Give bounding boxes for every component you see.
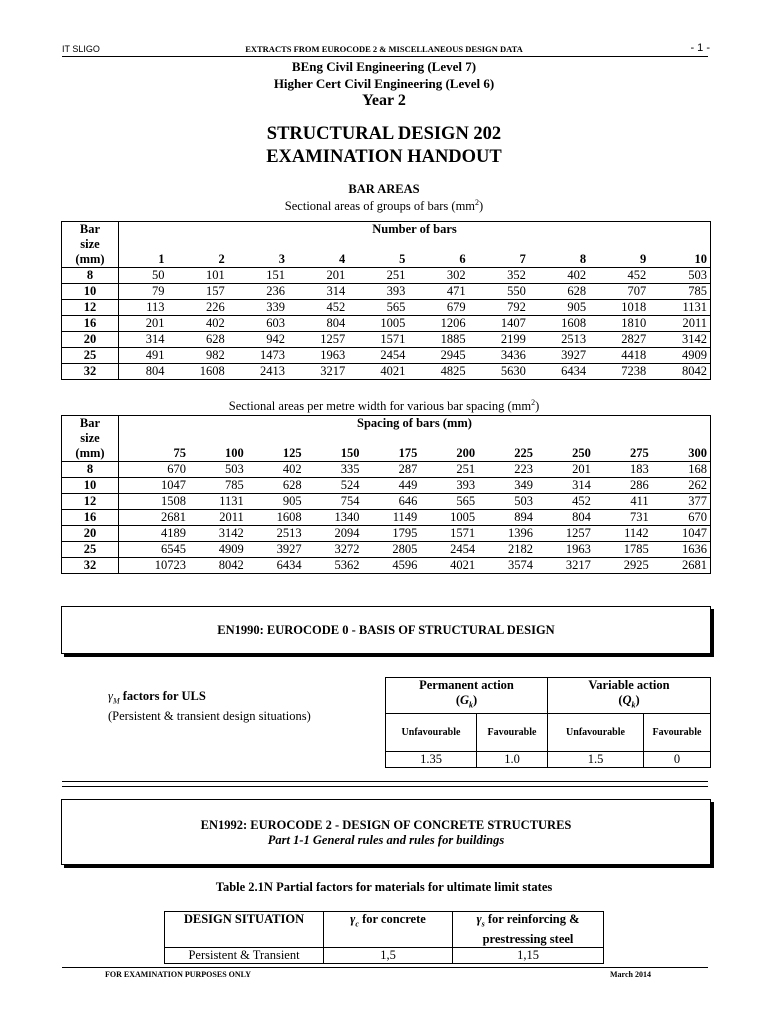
spacing-of-bars-label: Spacing of bars (mm) <box>119 416 711 447</box>
design-situation-header: DESIGN SITUATION <box>165 912 324 948</box>
bar-areas-cell: 3217 <box>288 364 348 380</box>
bar-areas-heading: BAR AREAS <box>348 182 420 196</box>
spacing-cell: 3574 <box>478 558 536 574</box>
bar-areas-cell: 2454 <box>348 348 408 364</box>
permanent-sym: G <box>459 693 470 707</box>
partial-factors-head <box>165 912 604 948</box>
gamma-label: factors for ULS <box>119 689 206 703</box>
perm-favourable: Favourable <box>477 713 548 751</box>
bar-areas-cell: 3436 <box>469 348 529 364</box>
bar-areas-cell: 628 <box>529 284 589 300</box>
spacing-cell: 1608 <box>247 510 305 526</box>
bar-areas-cell: 1407 <box>469 316 529 332</box>
bar-areas-size-label-3: (mm) <box>75 252 105 266</box>
gamma-symbol: γ <box>108 689 113 703</box>
bar-areas-col-header: 6 <box>459 252 466 266</box>
bar-areas-cell: 1810 <box>589 316 649 332</box>
bar-areas-row <box>62 268 711 284</box>
bar-areas-cell: 1473 <box>228 348 288 364</box>
spacing-cell: 2805 <box>362 542 420 558</box>
bar-areas-cell: 785 <box>649 284 710 300</box>
spacing-col-header: 125 <box>282 446 302 460</box>
spacing-row <box>62 462 711 478</box>
bar-areas-row-size: 8 <box>62 268 119 284</box>
bar-areas-cell: 491 <box>119 348 168 364</box>
bar-areas-cell: 101 <box>168 268 228 284</box>
course-line-2: Higher Cert Civil Engineering (Level 6) <box>273 76 495 91</box>
gamma-c-sub: c <box>355 919 359 929</box>
spacing-table <box>61 415 711 574</box>
bar-areas-cell: 942 <box>228 332 288 348</box>
bar-size-label <box>62 222 119 268</box>
spacing-cell: 670 <box>652 510 711 526</box>
bar-areas-cell: 50 <box>119 268 168 284</box>
bar-areas-cell: 2513 <box>529 332 589 348</box>
bar-areas-col-header: 1 <box>158 252 165 266</box>
bar-areas-cell: 1206 <box>408 316 468 332</box>
spacing-cell: 411 <box>594 494 652 510</box>
header-institution: IT SLIGO <box>62 44 100 54</box>
bar-areas-col-header: 10 <box>649 252 710 268</box>
footer-rule <box>62 967 708 968</box>
permanent-action-symbol: $(G_k)$ <box>455 693 478 710</box>
doc-title-2: EXAMINATION HANDOUT <box>266 147 502 167</box>
en1992-title: EN1992: EUROCODE 2 - DESIGN OF CONCRETE STRUCTURES <box>200 818 572 832</box>
spacing-cell: 2094 <box>305 526 363 542</box>
bar-areas-row-size: 10 <box>62 284 119 300</box>
bar-areas-cell: 905 <box>529 300 589 316</box>
var-unfavourable: Unfavourable <box>548 713 644 751</box>
spacing-cell: 1795 <box>362 526 420 542</box>
footer-left: FOR EXAMINATION PURPOSES ONLY <box>105 970 252 979</box>
bar-areas-cell: 1885 <box>408 332 468 348</box>
bar-areas-cell: 157 <box>168 284 228 300</box>
bar-areas-cell: 982 <box>168 348 228 364</box>
spacing-col-header: 300 <box>652 446 711 462</box>
spacing-cell: 1963 <box>536 542 594 558</box>
spacing-row-size: 8 <box>62 462 119 478</box>
spacing-row <box>62 542 711 558</box>
bar-areas-cell: 8042 <box>649 364 710 380</box>
spacing-cell: 393 <box>420 478 478 494</box>
bar-areas-col-header: 2 <box>218 252 225 266</box>
bar-areas-row <box>62 284 711 300</box>
gamma-table-values <box>386 751 711 767</box>
spacing-col-header: 100 <box>225 446 244 460</box>
section-rule-top <box>62 781 708 782</box>
spacing-cell: 3272 <box>305 542 363 558</box>
spacing-cell: 201 <box>536 462 594 478</box>
gamma-c-header <box>324 912 453 948</box>
bar-areas-row-size: 32 <box>62 364 119 380</box>
spacing-cell: 524 <box>305 478 363 494</box>
variable-action-symbol: $(Q_k)$ <box>618 693 640 710</box>
design-situation-value: Persistent & Transient <box>165 947 324 963</box>
spacing-cell: 8042 <box>189 558 247 574</box>
spacing-cell: 1785 <box>594 542 652 558</box>
header-rule <box>62 56 708 57</box>
bar-areas-cell: 452 <box>288 300 348 316</box>
spacing-cell: 503 <box>189 462 247 478</box>
spacing-row-size: 32 <box>62 558 119 574</box>
spacing-cell: 2925 <box>594 558 652 574</box>
gamma-table <box>385 677 711 768</box>
bar-areas-cell: 1571 <box>348 332 408 348</box>
permanent-sub: k <box>469 700 474 710</box>
bar-areas-cell: 7238 <box>589 364 649 380</box>
spacing-subheading-end: ) <box>535 399 540 414</box>
bar-areas-cell: 3142 <box>649 332 710 348</box>
bar-areas-cell: 550 <box>469 284 529 300</box>
bar-areas-cell: 402 <box>168 316 228 332</box>
spacing-size-label-1: Bar <box>79 416 101 430</box>
bar-areas-row <box>62 364 711 380</box>
bar-areas-cell: 151 <box>228 268 288 284</box>
spacing-cell: 4596 <box>362 558 420 574</box>
bar-areas-cell: 2011 <box>649 316 710 332</box>
bar-areas-cell: 4418 <box>589 348 649 364</box>
bar-areas-cell: 4909 <box>649 348 710 364</box>
bar-areas-cell: 707 <box>589 284 649 300</box>
bar-areas-col-header: 8 <box>579 252 587 266</box>
partial-factors-row <box>165 947 604 963</box>
spacing-cell: 905 <box>247 494 305 510</box>
bar-areas-cell: 3927 <box>529 348 589 364</box>
bar-areas-cell: 314 <box>288 284 348 300</box>
bar-areas-cell: 226 <box>168 300 228 316</box>
spacing-cell: 287 <box>362 462 420 478</box>
spacing-cell: 2454 <box>420 542 478 558</box>
bar-areas-row <box>62 332 711 348</box>
spacing-row <box>62 494 711 510</box>
spacing-cell: 286 <box>594 478 652 494</box>
gamma-s-value: 1,15 <box>453 947 604 963</box>
spacing-row <box>62 526 711 542</box>
bar-areas-cell: 201 <box>119 316 168 332</box>
spacing-col-header: 250 <box>572 446 591 460</box>
gamma-q-unfav: 1.5 <box>548 751 644 767</box>
spacing-cell: 1047 <box>652 526 711 542</box>
partial-factors-table <box>164 911 604 964</box>
spacing-cell: 2681 <box>119 510 189 526</box>
gamma-s-label-b: prestressing steel <box>482 931 574 946</box>
gamma-table-subhead <box>386 713 711 751</box>
gamma-sub: M <box>112 696 120 706</box>
spacing-cell: 1340 <box>305 510 363 526</box>
page-number: - 1 - <box>690 42 710 54</box>
spacing-cell: 503 <box>478 494 536 510</box>
spacing-size-label-3: (mm) <box>75 446 105 460</box>
bar-areas-cell: 352 <box>469 268 529 284</box>
bar-areas-cell: 452 <box>589 268 649 284</box>
bar-areas-col-header: 5 <box>399 252 406 266</box>
bar-areas-cell: 251 <box>348 268 408 284</box>
doc-title-1: STRUCTURAL DESIGN 202 <box>266 124 502 144</box>
bar-areas-cell: 804 <box>288 316 348 332</box>
spacing-row-size: 25 <box>62 542 119 558</box>
spacing-subheading-text: Sectional areas per metre width for various bar spacing (mm <box>228 399 532 414</box>
gamma-q-fav: 0 <box>644 751 711 767</box>
bar-areas-col-header: 4 <box>338 252 346 266</box>
spacing-row <box>62 478 711 494</box>
bar-areas-cell: 113 <box>119 300 168 316</box>
bar-areas-cell: 402 <box>529 268 589 284</box>
bar-areas-subheading-end: ) <box>479 199 484 214</box>
bar-areas-row <box>62 300 711 316</box>
spacing-cell: 3142 <box>189 526 247 542</box>
spacing-col-header: 150 <box>340 446 360 460</box>
footer-date: March 2014 <box>610 970 651 979</box>
variable-action-header <box>548 678 711 714</box>
spacing-col-header: 200 <box>456 446 476 460</box>
spacing-cell: 6434 <box>247 558 305 574</box>
bar-areas-cell: 628 <box>168 332 228 348</box>
spacing-cell: 754 <box>305 494 363 510</box>
bar-areas-head-row <box>62 222 711 253</box>
spacing-cell: 804 <box>536 510 594 526</box>
bar-areas-cell: 1005 <box>348 316 408 332</box>
bar-areas-cell: 1131 <box>649 300 710 316</box>
table-2-1n-caption: Table 2.1N Partial factors for materials for ultimate limit states <box>215 880 553 894</box>
gamma-s-sym: γ <box>476 912 482 926</box>
spacing-col-header: 275 <box>629 446 649 460</box>
spacing-cell: 223 <box>478 462 536 478</box>
spacing-cell: 4021 <box>420 558 478 574</box>
spacing-cell: 1149 <box>362 510 420 526</box>
spacing-cell: 251 <box>420 462 478 478</box>
bar-areas-cell: 603 <box>228 316 288 332</box>
spacing-cell: 1047 <box>119 478 189 494</box>
spacing-cell: 1571 <box>420 526 478 542</box>
bar-size-label-2: size <box>80 237 100 251</box>
spacing-cell: 1396 <box>478 526 536 542</box>
spacing-cell: 314 <box>536 478 594 494</box>
gamma-s-label-a: for reinforcing & <box>484 912 580 926</box>
spacing-subheading-sup: 2 <box>531 398 536 407</box>
gamma-s-sub: s <box>481 919 485 929</box>
bar-areas-cell: 4021 <box>348 364 408 380</box>
spacing-cell: 4909 <box>189 542 247 558</box>
gamma-c-value: 1,5 <box>324 947 453 963</box>
gamma-factors-label <box>108 689 311 724</box>
bar-areas-col-header: 7 <box>519 252 526 266</box>
bar-areas-cell: 471 <box>408 284 468 300</box>
spacing-col-header: 225 <box>514 446 533 460</box>
spacing-row-size: 12 <box>62 494 119 510</box>
bar-areas-cell: 2199 <box>469 332 529 348</box>
bar-areas-row-size: 20 <box>62 332 119 348</box>
bar-areas-cell: 339 <box>228 300 288 316</box>
spacing-cell: 2681 <box>652 558 711 574</box>
gamma-table-head <box>386 678 711 714</box>
bar-areas-cell: 792 <box>469 300 529 316</box>
spacing-cell: 5362 <box>305 558 363 574</box>
bar-areas-cell: 6434 <box>529 364 589 380</box>
spacing-col-header: 75 <box>173 446 186 460</box>
section-rule-bottom <box>62 786 708 787</box>
spacing-cell: 2513 <box>247 526 305 542</box>
spacing-cell: 349 <box>478 478 536 494</box>
bar-areas-cell: 302 <box>408 268 468 284</box>
number-of-bars-label: Number of bars <box>119 222 711 253</box>
bar-areas-subheading-text: Sectional areas of groups of bars (mm <box>284 199 476 214</box>
bar-areas-cell: 2945 <box>408 348 468 364</box>
spacing-cell: 4189 <box>119 526 189 542</box>
spacing-row <box>62 510 711 526</box>
bar-areas-cell: 4825 <box>408 364 468 380</box>
spacing-cell: 2011 <box>189 510 247 526</box>
en1990-title: EN1990: EUROCODE 0 - BASIS OF STRUCTURAL DESIGN <box>217 623 555 637</box>
bar-areas-cell: 1963 <box>288 348 348 364</box>
spacing-cell: 168 <box>652 462 711 478</box>
spacing-cell: 3927 <box>247 542 305 558</box>
bar-areas-cell: 393 <box>348 284 408 300</box>
spacing-cell: 449 <box>362 478 420 494</box>
spacing-size-label <box>62 416 119 462</box>
spacing-cell: 785 <box>189 478 247 494</box>
gamma-note: (Persistent & transient design situations) <box>108 708 311 723</box>
gamma-g-unfav: 1.35 <box>386 751 477 767</box>
spacing-cell: 1005 <box>420 510 478 526</box>
bar-areas-cell: 1018 <box>589 300 649 316</box>
bar-areas-col-header: 3 <box>278 252 285 266</box>
bar-areas-columns <box>62 252 711 268</box>
bar-areas-col-header: 9 <box>640 252 647 266</box>
perm-unfavourable: Unfavourable <box>386 713 477 751</box>
bar-areas-row-size: 25 <box>62 348 119 364</box>
spacing-cell: 731 <box>594 510 652 526</box>
en1992-subtitle: Part 1-1 General rules and rules for buildings <box>267 833 505 847</box>
bar-areas-cell: 201 <box>288 268 348 284</box>
spacing-cell: 894 <box>478 510 536 526</box>
en1992-box <box>61 799 711 865</box>
spacing-cell: 335 <box>305 462 363 478</box>
gamma-factors-line <box>108 689 311 709</box>
spacing-columns <box>62 446 711 462</box>
variable-sub: k <box>631 700 636 710</box>
course-line-1: BEng Civil Engineering (Level 7) <box>291 59 477 74</box>
bar-areas-cell: 79 <box>119 284 168 300</box>
bar-areas-subheading-sup: 2 <box>475 198 480 207</box>
variable-sym: Q <box>622 693 632 707</box>
spacing-row <box>62 558 711 574</box>
spacing-cell: 402 <box>247 462 305 478</box>
spacing-cell: 646 <box>362 494 420 510</box>
spacing-cell: 377 <box>652 494 711 510</box>
bar-areas-cell: 1608 <box>529 316 589 332</box>
spacing-cell: 565 <box>420 494 478 510</box>
permanent-action-label: Permanent action <box>419 678 514 692</box>
spacing-cell: 10723 <box>119 558 189 574</box>
header-title: EXTRACTS FROM EUROCODE 2 & MISCELLANEOUS DESIGN DATA <box>245 44 523 54</box>
bar-areas-cell: 314 <box>119 332 168 348</box>
gamma-s-line-1 <box>457 912 599 932</box>
spacing-cell: 1142 <box>594 526 652 542</box>
bar-areas-cell: 679 <box>408 300 468 316</box>
spacing-row-size: 16 <box>62 510 119 526</box>
bar-areas-cell: 236 <box>228 284 288 300</box>
spacing-head-row <box>62 416 711 447</box>
bar-areas-subheading <box>0 198 768 214</box>
bar-areas-cell: 1257 <box>288 332 348 348</box>
spacing-cell: 670 <box>119 462 189 478</box>
bar-areas-row-size: 12 <box>62 300 119 316</box>
bar-areas-cell: 2827 <box>589 332 649 348</box>
bar-areas-cell: 565 <box>348 300 408 316</box>
en1990-box <box>61 606 711 654</box>
spacing-cell: 1636 <box>652 542 711 558</box>
bar-areas-cell: 503 <box>649 268 710 284</box>
spacing-cell: 1257 <box>536 526 594 542</box>
spacing-subheading <box>0 398 768 414</box>
gamma-c-sym: γ <box>350 912 356 926</box>
spacing-cell: 1131 <box>189 494 247 510</box>
spacing-cell: 262 <box>652 478 711 494</box>
permanent-action-header <box>386 678 548 714</box>
gamma-c-label: for concrete <box>358 912 426 926</box>
var-favourable: Favourable <box>644 713 711 751</box>
gamma-g-fav: 1.0 <box>477 751 548 767</box>
bar-areas-row-size: 16 <box>62 316 119 332</box>
spacing-cell: 3217 <box>536 558 594 574</box>
gamma-s-header <box>453 912 604 948</box>
spacing-cell: 183 <box>594 462 652 478</box>
spacing-row-size: 10 <box>62 478 119 494</box>
bar-size-label-1: Bar <box>79 222 101 236</box>
bar-areas-cell: 5630 <box>469 364 529 380</box>
bar-areas-cell: 2413 <box>228 364 288 380</box>
bar-areas-row <box>62 316 711 332</box>
spacing-cell: 628 <box>247 478 305 494</box>
course-year: Year 2 <box>362 92 406 109</box>
spacing-col-header: 175 <box>398 446 418 460</box>
spacing-size-label-2: size <box>80 431 100 445</box>
spacing-cell: 1508 <box>119 494 189 510</box>
spacing-cell: 2182 <box>478 542 536 558</box>
bar-areas-cell: 1608 <box>168 364 228 380</box>
variable-action-label: Variable action <box>588 678 670 692</box>
spacing-cell: 452 <box>536 494 594 510</box>
bar-areas-table <box>61 221 711 380</box>
spacing-row-size: 20 <box>62 526 119 542</box>
bar-areas-row <box>62 348 711 364</box>
spacing-cell: 6545 <box>119 542 189 558</box>
bar-areas-cell: 804 <box>119 364 168 380</box>
